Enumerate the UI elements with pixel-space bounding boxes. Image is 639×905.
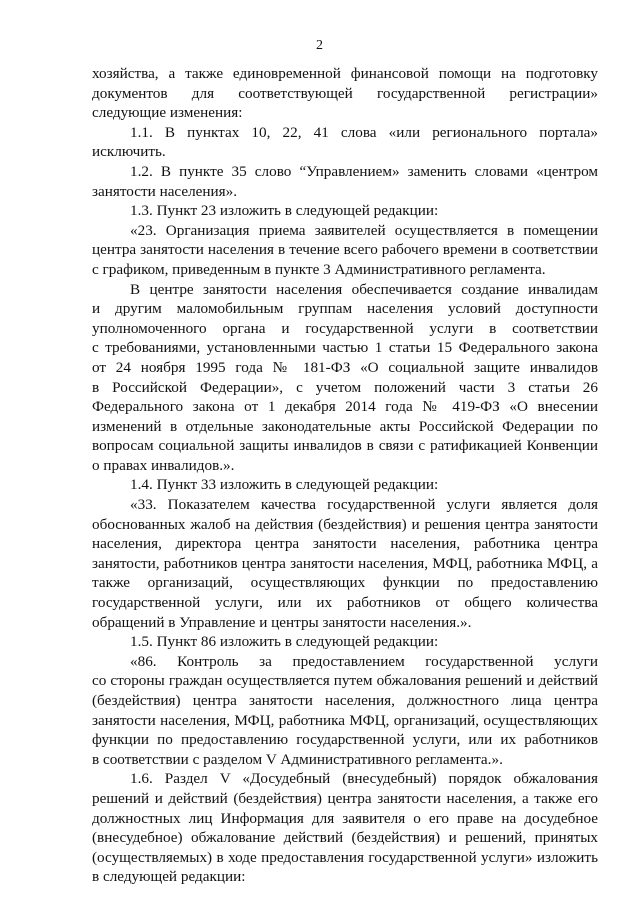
text-line: в следующей редакции: (92, 868, 246, 886)
text-line: вопросам социальной защиты инвалидов в связи с ратификацией Конвенции (92, 437, 598, 455)
text-line: и другим маломобильным группам населения условий доступности (92, 300, 598, 318)
text-line: уполномоченного органа и государственной услуги в соответствии (92, 319, 598, 337)
text-line: в соответствии с разделом V Административного регламента.». (92, 750, 503, 768)
document-body (92, 64, 598, 887)
text-line: о правах инвалидов.». (92, 456, 235, 474)
text-line: должностных лиц Информация для заявителя о его праве на досудебное (92, 809, 598, 827)
text-line: с требованиями, установленными частью 1 статьи 15 Федерального закона (92, 339, 598, 357)
text-line: решений и действий (бездействия) центра занятости населения, а также его (92, 789, 598, 807)
text-line: от 24 ноября 1995 года № 181-ФЗ «О социальной защите инвалидов (92, 358, 598, 376)
text-line: также организаций, осуществляющих функции по предоставлению (92, 574, 598, 592)
text-line: центра занятости населения в течение всего рабочего времени в соответствии (92, 241, 598, 259)
text-line: обращений в Управление и центры занятости населения.». (92, 613, 472, 631)
text-line: следующие изменения: (92, 104, 243, 122)
text-line: 1.1. В пунктах 10, 22, 41 слова «или регионального портала» (130, 123, 598, 141)
text-line: 1.6. Раздел V «Досудебный (внесудебный) порядок обжалования (130, 770, 598, 788)
text-line: государственной услуги, или их работников от общего количества (92, 594, 598, 612)
text-line: с графиком, приведенным в пункте 3 Административного регламента. (92, 260, 546, 278)
text-line: «33. Показателем качества государственной услуги является доля (130, 496, 598, 514)
text-line: Федерального закона от 1 декабря 2014 года № 419-ФЗ «О внесении (92, 398, 598, 416)
text-line: (осуществляемых) в ходе предоставления государственной услуги» изложить (92, 848, 598, 866)
text-line: 1.3. Пункт 23 изложить в следующей редакции: (130, 202, 439, 220)
text-line: 1.5. Пункт 86 изложить в следующей редакции: (130, 633, 439, 651)
text-line: населения, директора центра занятости населения, работника центра (92, 535, 598, 553)
text-line: занятости населения». (92, 182, 238, 200)
text-line: хозяйства, а также единовременной финансовой помощи на подготовку (92, 65, 598, 82)
text-line: исключить. (92, 143, 166, 161)
text-line: 1.4. Пункт 33 изложить в следующей редакции: (130, 476, 439, 494)
text-line: обоснованных жалоб на действия (бездействия) и решения центра занятости (92, 515, 598, 533)
text-line: со стороны граждан осуществляется путем обжалования решений и действий (92, 672, 598, 690)
text-line: занятости, работников центра занятости населения, МФЦ, работника МФЦ, а (92, 554, 598, 572)
text-line: изменений в отдельные законодательные акты Российской Федерации по (92, 417, 598, 435)
text-line: занятости населения, МФЦ, работника МФЦ, организаций, осуществляющих (92, 711, 598, 729)
text-line: «86. Контроль за предоставлением государственной услуги (130, 652, 598, 670)
text-line: 1.2. В пункте 35 слово “Управлением» заменить словами «центром (130, 162, 598, 180)
text-line: в Российской Федерации», с учетом положений части 3 статьи 26 (92, 378, 598, 396)
text-line: В центре занятости населения обеспечивается создание инвалидам (130, 280, 598, 298)
text-line: «23. Организация приема заявителей осуществляется в помещении (130, 221, 598, 239)
page-number: 2 (316, 38, 323, 53)
text-line: (бездействия) центра занятости населения, должностного лица центра (92, 692, 598, 709)
text-line: (внесудебное) обжалование действий (бездействия) и решений, принятых (92, 829, 598, 847)
text-line: документов для соответствующей государственной регистрации» (92, 84, 598, 102)
text-line: функции по предоставлению государственной услуги, или их работников (92, 731, 598, 749)
